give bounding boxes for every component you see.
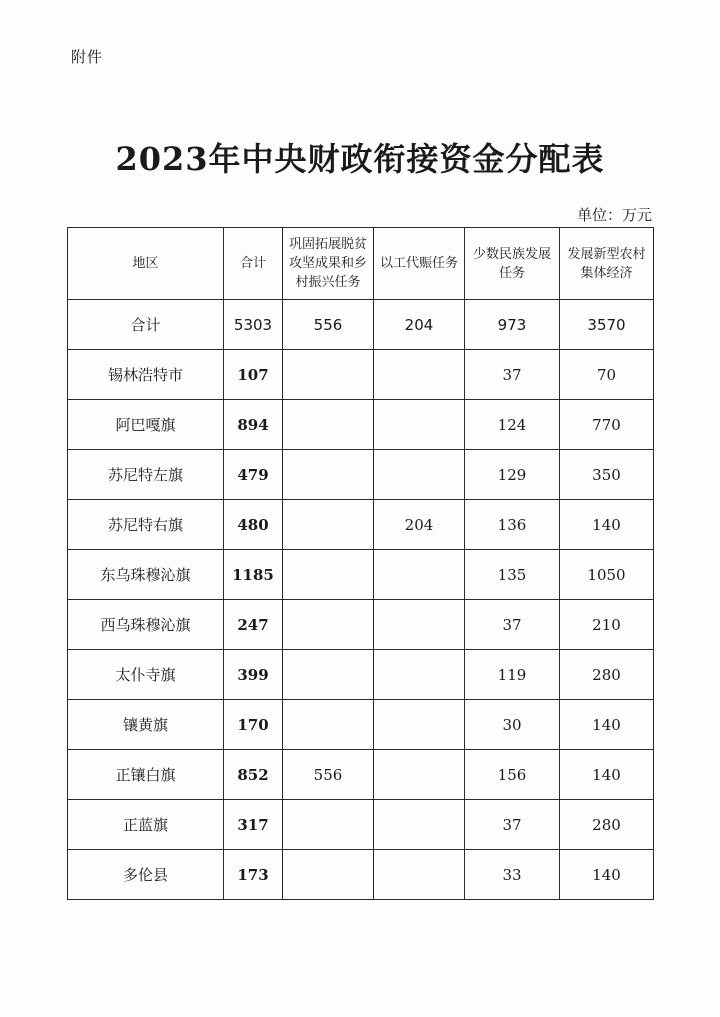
row-collective: 210	[560, 600, 654, 650]
table-header-row	[68, 228, 654, 300]
row-total: 479	[224, 450, 283, 500]
row-collective: 140	[560, 750, 654, 800]
row-region: 阿巴嘎旗	[68, 400, 224, 450]
row-total: 852	[224, 750, 283, 800]
table-row	[68, 700, 654, 750]
row-work-relief	[374, 650, 465, 700]
table-total-row	[68, 300, 654, 350]
row-poverty	[283, 650, 374, 700]
row-poverty	[283, 600, 374, 650]
row-ethnic: 135	[465, 550, 560, 600]
row-region: 镶黄旗	[68, 700, 224, 750]
table-row	[68, 800, 654, 850]
header-region: 地区	[68, 228, 224, 300]
row-region: 正镶白旗	[68, 750, 224, 800]
row-poverty	[283, 350, 374, 400]
total-row-label: 合计	[68, 300, 224, 350]
row-total: 173	[224, 850, 283, 900]
row-ethnic: 156	[465, 750, 560, 800]
row-work-relief: 204	[374, 500, 465, 550]
row-total: 480	[224, 500, 283, 550]
unit-label: 单位：万元	[576, 206, 652, 224]
total-row-poverty: 556	[283, 300, 374, 350]
row-collective: 1050	[560, 550, 654, 600]
row-work-relief	[374, 450, 465, 500]
header-poverty-revitalization: 巩固拓展脱贫攻坚成果和乡村振兴任务	[283, 228, 374, 300]
row-ethnic: 129	[465, 450, 560, 500]
row-collective: 350	[560, 450, 654, 500]
table-row	[68, 850, 654, 900]
attachment-label: 附件	[71, 48, 104, 66]
row-work-relief	[374, 600, 465, 650]
row-total: 1185	[224, 550, 283, 600]
header-collective-economy: 发展新型农村集体经济	[560, 228, 654, 300]
row-work-relief	[374, 550, 465, 600]
total-row-sum: 5303	[224, 300, 283, 350]
row-poverty	[283, 550, 374, 600]
row-region: 苏尼特左旗	[68, 450, 224, 500]
row-work-relief	[374, 400, 465, 450]
row-region: 苏尼特右旗	[68, 500, 224, 550]
row-total: 170	[224, 700, 283, 750]
row-total: 399	[224, 650, 283, 700]
header-total: 合计	[224, 228, 283, 300]
row-poverty	[283, 850, 374, 900]
table-row	[68, 550, 654, 600]
row-work-relief	[374, 800, 465, 850]
row-ethnic: 33	[465, 850, 560, 900]
row-collective: 280	[560, 650, 654, 700]
header-ethnic-development: 少数民族发展任务	[465, 228, 560, 300]
page-title: 2023年中央财政衔接资金分配表	[115, 140, 605, 178]
row-ethnic: 124	[465, 400, 560, 450]
table-row	[68, 600, 654, 650]
row-total: 894	[224, 400, 283, 450]
row-poverty	[283, 700, 374, 750]
table-row	[68, 500, 654, 550]
row-collective: 70	[560, 350, 654, 400]
allocation-table	[67, 227, 654, 900]
table-row	[68, 450, 654, 500]
row-ethnic: 37	[465, 600, 560, 650]
row-region: 正蓝旗	[68, 800, 224, 850]
row-poverty	[283, 500, 374, 550]
row-poverty	[283, 450, 374, 500]
table-row	[68, 400, 654, 450]
row-ethnic: 30	[465, 700, 560, 750]
row-ethnic: 136	[465, 500, 560, 550]
row-poverty: 556	[283, 750, 374, 800]
row-work-relief	[374, 750, 465, 800]
row-poverty	[283, 400, 374, 450]
header-work-relief: 以工代赈任务	[374, 228, 465, 300]
row-work-relief	[374, 350, 465, 400]
total-row-ethnic: 973	[465, 300, 560, 350]
table-row	[68, 650, 654, 700]
row-total: 247	[224, 600, 283, 650]
row-ethnic: 119	[465, 650, 560, 700]
total-row-collective: 3570	[560, 300, 654, 350]
row-collective: 140	[560, 850, 654, 900]
row-region: 锡林浩特市	[68, 350, 224, 400]
total-row-work-relief: 204	[374, 300, 465, 350]
row-collective: 140	[560, 700, 654, 750]
row-region: 东乌珠穆沁旗	[68, 550, 224, 600]
row-total: 107	[224, 350, 283, 400]
row-poverty	[283, 800, 374, 850]
row-collective: 140	[560, 500, 654, 550]
row-collective: 770	[560, 400, 654, 450]
row-total: 317	[224, 800, 283, 850]
row-region: 太仆寺旗	[68, 650, 224, 700]
table-row	[68, 750, 654, 800]
row-work-relief	[374, 850, 465, 900]
row-collective: 280	[560, 800, 654, 850]
row-work-relief	[374, 700, 465, 750]
table-row	[68, 350, 654, 400]
row-ethnic: 37	[465, 350, 560, 400]
row-ethnic: 37	[465, 800, 560, 850]
row-region: 西乌珠穆沁旗	[68, 600, 224, 650]
row-region: 多伦县	[68, 850, 224, 900]
